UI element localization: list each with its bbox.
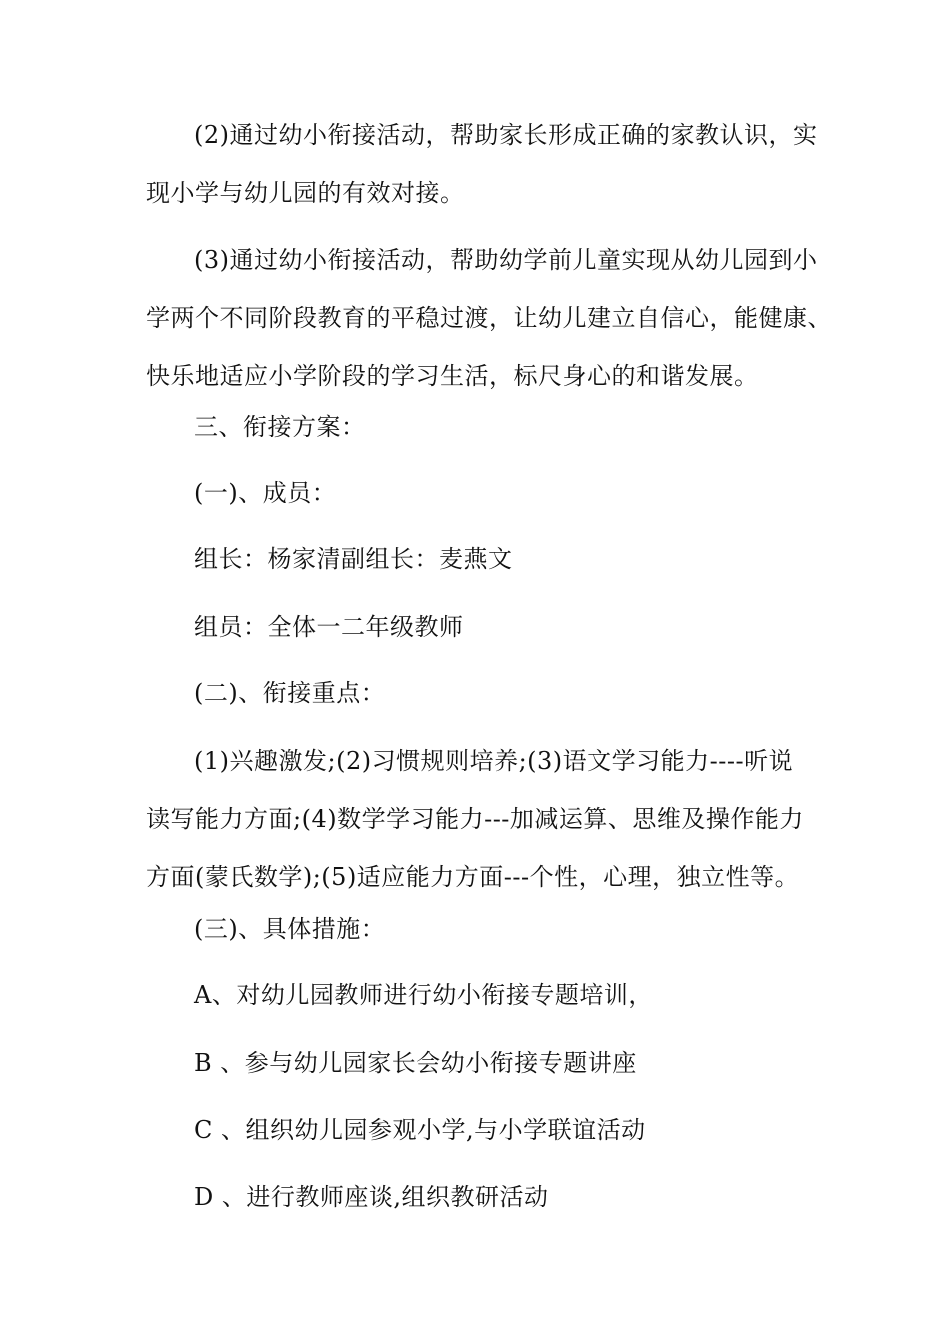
paragraph-line: 方面(蒙氏数学);(5)适应能力方面---个性，心理，独立性等。 [146, 863, 800, 891]
heading-line: 三、衔接方案： [194, 413, 366, 441]
paragraph-line: (3)通过幼小衔接活动，帮助幼学前儿童实现从幼儿园到小 [194, 246, 818, 274]
paragraph-leaders [146, 530, 814, 588]
paragraph-line: (1)兴趣激发;(2)习惯规则培养;(3)语文学习能力----听说 [194, 747, 794, 775]
heading-line: (一)、成员： [194, 479, 337, 507]
heading-line: (二)、衔接重点： [194, 679, 386, 707]
paragraph-members [146, 598, 814, 656]
subheading-members [146, 464, 814, 522]
paragraph-line: 快乐地适应小学阶段的学习生活，标尺身心的和谐发展。 [146, 362, 759, 390]
paragraph-line: (2)通过幼小衔接活动，帮助家长形成正确的家教认识，实 [194, 121, 818, 149]
subheading-focus [146, 664, 814, 722]
paragraph-goal-3 [146, 231, 832, 405]
measure-item-a [146, 966, 814, 1024]
paragraph-line: 读写能力方面;(4)数学学习能力---加减运算、思维及操作能力 [146, 805, 804, 833]
paragraph-line: 组长：杨家清副组长：麦燕文 [194, 545, 513, 573]
subheading-measures [146, 900, 814, 958]
paragraph-line: A、对幼儿园教师进行幼小衔接专题培训， [194, 981, 653, 1009]
paragraph-line: 现小学与幼儿园的有效对接。 [146, 179, 465, 207]
paragraph-line: 学两个不同阶段教育的平稳过渡，让幼儿建立自信心，能健康、 [146, 304, 832, 332]
paragraph-line: B 、参与幼儿园家长会幼小衔接专题讲座 [194, 1049, 637, 1077]
paragraph-goal-2 [146, 106, 818, 222]
heading-line: (三)、具体措施： [194, 915, 386, 943]
paragraph-line: 组员：全体一二年级教师 [194, 613, 464, 641]
measure-item-b [146, 1034, 814, 1092]
paragraph-line: C 、组织幼儿园参观小学,与小学联谊活动 [194, 1116, 646, 1144]
measure-item-c [146, 1101, 814, 1159]
paragraph-focus-list [146, 732, 814, 906]
paragraph-line: D 、进行教师座谈,组织教研活动 [194, 1183, 549, 1211]
section-heading-plan [146, 398, 814, 456]
measure-item-d [146, 1168, 814, 1226]
